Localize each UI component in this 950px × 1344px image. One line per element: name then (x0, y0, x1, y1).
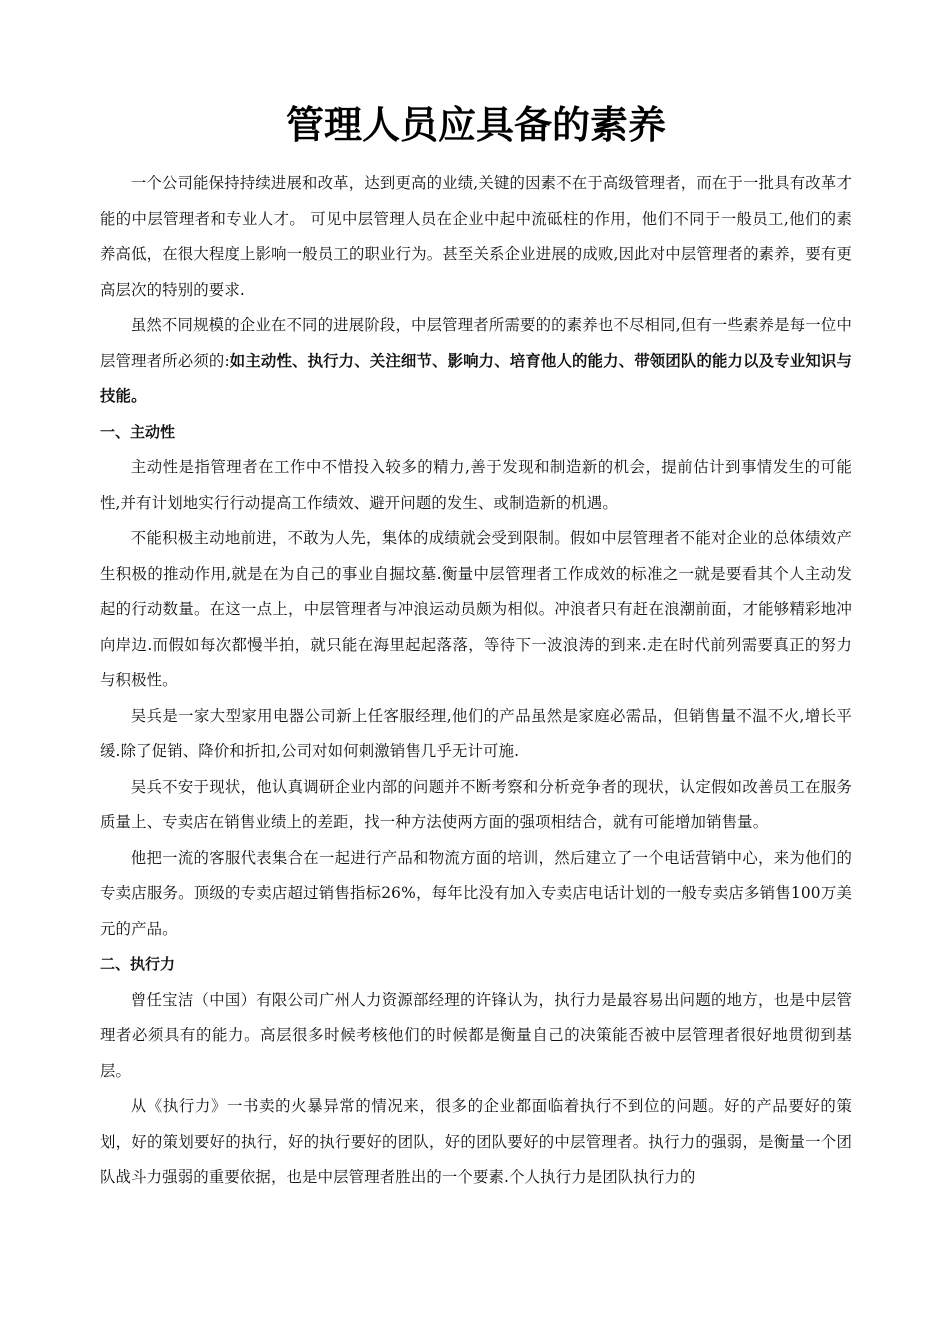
intro-paragraph-1: 一个公司能保持持续进展和改革，达到更高的业绩,关键的因素不在于高级管理者，而在于一批具有改革才能的中层管理者和专业人才。 可见中层管理人员在企业中起中流砥柱的作用，他们不同于一般员工,他们的素养高低，在很大程度上影响一般员工的职业行为。甚至关系企业进展的成败,因此对中层管理者的素养，要有更高层次的特别的要求. (100, 174, 852, 299)
section1-paragraph-2: 不能积极主动地前进，不敢为人先，集体的成绩就会受到限制。假如中层管理者不能对企业的总体绩效产生积极的推动作用,就是在为自己的事业自掘坟墓.衡量中层管理者工作成效的标准之一就是要看其个人主动发起的行动数量。在这一点上，中层管理者与冲浪运动员颇为相似。冲浪者只有赶在浪潮前面，才能够精彩地冲向岸边.而假如每次都慢半拍，就只能在海里起起落落，等待下一波浪涛的到来.走在时代前列需要真正的努力与积极性。 (100, 529, 852, 689)
section1-paragraph-4: 吴兵不安于现状，他认真调研企业内部的问题并不断考察和分析竞争者的现状，认定假如改善员工在服务质量上、专卖店在销售业绩上的差距，找一种方法使两方面的强项相结合，就有可能增加销售量。 (100, 777, 852, 831)
section1-paragraph-1: 主动性是指管理者在工作中不惜投入较多的精力,善于发现和制造新的机会，提前估计到事情发生的可能性,并有计划地实行行动提高工作绩效、避开问题的发生、或制造新的机遇。 (100, 458, 852, 512)
section2-paragraph-1: 曾任宝洁（中国）有限公司广州人力资源部经理的许锋认为，执行力是最容易出问题的地方，也是中层管理者必须具有的能力。高层很多时候考核他们的时候都是衡量自己的决策能否被中层管理者很好地贯彻到基层。 (100, 990, 852, 1080)
section2-paragraph-2: 从《执行力》一书卖的火暴异常的情况来，很多的企业都面临着执行不到位的问题。好的产品要好的策划，好的策划要好的执行，好的执行要好的团队，好的团队要好的中层管理者。执行力的强弱，是衡量一个团队战斗力强弱的重要依据，也是中层管理者胜出的一个要素.个人执行力是团队执行力的 (100, 1097, 852, 1186)
intro-key-qualities: 如主动性、执行力、关注细节、影响力、培育他人的能力、带领团队的能力以及专业知识与技能。 (100, 351, 852, 405)
intro-paragraph-2 (100, 308, 852, 415)
document-title: 管理人员应具备的素养 (285, 103, 666, 147)
section-heading-execution: 二、执行力 (100, 955, 176, 973)
section1-paragraph-5: 他把一流的客服代表集合在一起进行产品和物流方面的培训，然后建立了一个电话营销中心，来为他们的专卖店服务。顶级的专卖店超过销售指标26%，每年比没有加入专卖店电话计划的一般专卖店多销售100万美元的产品。 (100, 848, 852, 938)
section-heading-initiative: 一、主动性 (100, 422, 176, 441)
intro-paragraph-2-lead: 虽然不同规模的企业在不同的进展阶段，中层管理者所需要的的素养也不尽相同,但有一些素养是每一位中层管理者所必须的: (100, 316, 852, 370)
section1-paragraph-3: 吴兵是一家大型家用电器公司新上任客服经理,他们的产品虽然是家庭必需品，但销售量不温不火,增长平缓.除了促销、降价和折扣,公司对如何刺激销售几乎无计可施. (100, 706, 852, 760)
document-body (100, 166, 852, 1196)
